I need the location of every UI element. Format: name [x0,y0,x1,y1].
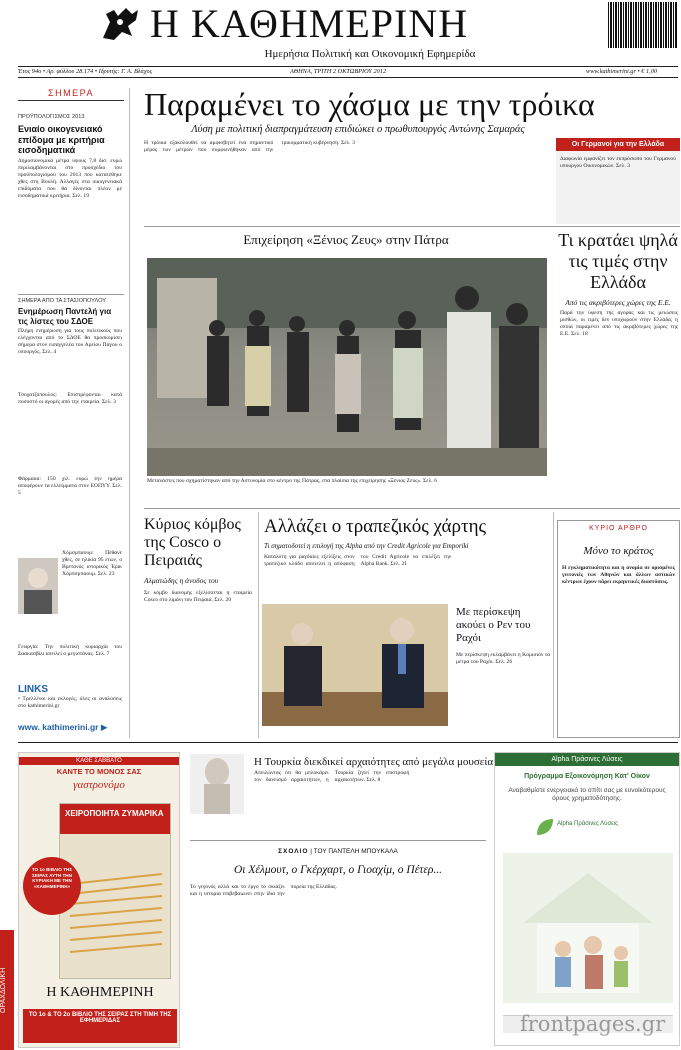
comment-label: ΣΧΟΛΙΟ [278,848,309,855]
banks-text: Καταλύτη για ραγδαίες εξελίξεις στον τραπεζικό κλάδο αποτελεί η απόφαση του Credit Agricole να επιλέξει την Alpha Bank. Σελ. 21 [264,554,452,568]
prices-text: Παρά την ύφεση της αγοράς και τις μειώσεις μισθών, οι τιμές δεν υποχωρούν στην Ελλάδα, η οποία παραμένει από τις ακριβότερες χώρες της Ε.Ε. Σελ. 18 [560,310,678,338]
editorial-text: Η εγκληματικότητα και η ανομία σε ορισμένες γειτονιές των Αθηνών και άλλων αστικών κέντρων έχουν πάρει εκρηκτικές διαστάσεις. [562,565,675,586]
lead-text: Η τρόικα εξακολουθεί να αμφισβητεί ένα σημαντικό μέρος των μέτρων που συμφωνήθηκαν από την τρικομματική κυβέρνηση. Σελ. 3 [144,140,355,154]
comment-separator: | [310,848,314,855]
turkey-text: Απειλώντας ότι θα μπλοκάρει τον δανεισμό αρχαιοτήτων, η Τουρκία ζητεί την επιστροφή αρχαιοτήτων. Σελ. 8 [254,770,410,784]
ad-line: ΚΑΘΕ ΣΑΒΒΑΤΟ [19,757,179,765]
masthead-subtitle: Ημερήσια Πολιτική και Οικονομική Εφημερίδα [264,48,476,60]
alpha-ad[interactable] [494,752,680,1046]
sidebar-story-text: Πλήρη ενημέρωση για τους πολιτικούς που ελέγχονται από το ΣΔΟΕ θα προσκομίσει σήμερα στον εισαγγελέα του Αρείου Πάγου ο υπουργός. Σελ. 4 [18,328,122,356]
prices-title: Τι κρατάει ψηλά τις τιμές στην Ελλάδα [558,230,678,292]
sidebar-item: Τσοχατζόπουλος: Επιστρέφονται κατά ποσοστό οι αγορές από την εταιρεία. Σελ. 3 [18,392,122,406]
comment-text: Το γεγονός αλλά και το έργο το σκιάζει και η ιστορία επιβεβαιώνει στην ίδια την πορεία της Ελλάδας. [190,884,337,898]
comment-author: ΤΟΥ ΠΑΝΤΕΛΗ ΜΠΟΥΚΑΛΑ [313,848,398,855]
issue-info: Έτος 94ο • Αρ. φύλλου 28.174 • Ιδρυτής: Γ. Α. Βλάχος [18,68,153,75]
cosco-subtitle: Αλματώδης η άνοδος του [144,576,219,585]
statue-photo [190,754,244,814]
sidebar-story-text: Δημοσιονομικά μέτρα ύψους 7,8 δισ. ευρώ περιλαμβάνονται στο προσχέδιο του προϋπολογισμού του 2013 που κατατέθηκε χθες στη Βουλή. Αλλαγές στα οικογενειακά επιδόματα που θα δίνονται πλέον με εισοδηματικά κριτήρια. Σελ. 19 [18,158,122,200]
photo-title: Επιχείρηση «Ξένιος Ζευς» στην Πάτρα [243,232,449,247]
ad-footer-text: ΤΟ 1ο & ΤΟ 2ο ΒΙΒΛΙΟ ΤΗΣ ΣΕΙΡΑΣ ΣΤΗ ΤΙΜΗ ΤΗΣ ΕΦΗΜΕΡΙΔΑΣ [23,1009,177,1043]
date-line: ΑΘΗΝΑ, ΤΡΙΤΗ 2 ΟΚΤΩΒΡΙΟΥ 2012 [290,68,387,75]
germans-box-text: Διαφωνία εμφανίζει τον εκπρόσωπο του Γερμανού υπουργού Οικονομικών. Σελ. 3 [560,156,676,170]
sidebar-kicker: ΣΗΜΕΡΑ ΑΠΟ ΤΑ ΣΤΑΣΙΟΠΟΥΛΟΥ [18,298,107,304]
cosco-title: Κύριος κόμβος της Cosco ο Πειραιάς [144,516,241,569]
sidebar [18,88,124,738]
ad-brand: γαστρονόμο [73,779,125,791]
links-text: • Τρελλένοι και εκλογές, όλες οι αναλύσεις στο kathimerini.gr [18,696,122,710]
lead-title: Παραμένει το χάσμα με την τρόικα [144,86,595,122]
site-link[interactable]: www. kathimerini.gr ▶ [18,722,108,732]
alpha-ad-header: Alpha Πράσινες Λύσεις [495,753,679,766]
comment-title: Οι Χέλμουτ, ο Γκέρχαρτ, ο Γιοαχίμ, ο Πέτερ... [233,864,443,876]
sidebar-story-title: Ενιαίο οικογενειακό επίδομα με κριτήρια εισοδηματικά [18,124,105,155]
prices-subtitle: Από τις ακριβότερες χώρες της Ε.Ε. [565,298,671,307]
editorial-title: Μόνο το κράτος [583,545,654,557]
sidebar-kicker: ΠΡΟΫΠΟΛΟΓΙΣΜΟΣ 2013 [18,114,85,120]
photo-caption: Μετανάστες που σχηματίστηκαν από την Αστυνομία στο κέντρο της Πάτρας, στα πλαίσια της επιχείρησης «Ξένιος Ζευς». Σελ. 6 [147,478,437,484]
lead-subtitle: Λύση με πολιτική διαπραγμάτευση επιδιώκει ο πρωθυπουργός Αντώνης Σαμαράς [191,124,525,135]
alpha-ad-logo: Alpha Πράσινες Λύσεις [557,821,619,827]
germans-box [556,138,680,224]
sidebar-header: ΣΗΜΕΡΑ [18,88,124,101]
site-price: www.kathimerini.gr • € 1,00 [586,68,658,75]
ad-side-label: ΟΡΑΧΔΟΛΙΚΗ [0,930,14,1050]
sidebar-item: Γεωργία: Την πολιτική κυριαρχία του Σαακασβίλι απειλεί ο μεγιστάνας. Σελ. 7 [18,644,122,658]
banks-sub-title: Με περίσκεψη ακούει ο Ρεν του Ραχόι [456,606,531,644]
sidebar-item: Φάρμακα: 150 χιλ. ευρώ την ημέρα αποφέρουν τα ελλείμματα στον ΕΟΠΥΥ. Σελ. 5 [18,476,122,497]
germans-box-title: Οι Γερμανοί για την Ελλάδα [556,138,680,151]
portrait-photo [18,558,58,614]
editorial-kicker: ΚΥΡΙΟ ΑΡΘΡΟ [589,525,648,532]
gastronomos-ad[interactable] [18,752,180,1048]
turkey-title: Η Τουρκία διεκδικεί αρχαιότητες από μεγάλα μουσεία [254,756,494,768]
sidebar-item: Χόμσμπαουμ: Πέθανε χθες, σε ηλικία 95 ετών, ο Βρετανός ιστορικός Έρικ Χόμπσμπαουμ. Σελ. 23 [62,550,122,578]
ad-badge: ΤΟ 1ο ΒΙΒΛΙΟ ΤΗΣ ΣΕΙΡΑΣ ΑΥΤΗ ΤΗΝ ΚΥΡΙΑΚΗ ΜΕ ΤΗΝ «ΚΑΘΗΜΕΡΙΝΗ» [23,857,81,915]
banks-sub-text: Με περίσκεψη εκλαμβάνει η Κομισιόν τα μέτρα του Ραχόι. Σελ. 26 [456,652,550,666]
alpha-ad-line: Πρόγραμμα Εξοικονόμηση Κατ' Οίκον [524,773,650,780]
family-photo [503,853,673,1003]
cosco-text: Σε κόμβο διανομής εξελίσσεται η εταιρεία Cosco στο λιμάνι του Πειραιά. Σελ. 20 [144,590,252,604]
barcode-icon [608,2,678,48]
banks-subtitle: Τι σηματοδοτεί η επιλογή της Alpha από την Credit Agricole για Emporiki [264,542,469,550]
alpha-ad-line: Αναβαθμίστε ενεργειακά το σπίτι σας με ευνοϊκότερους όρους χρηματοδότησης. [508,787,666,802]
ad-line: ΚΑΝΤΕ ΤΟ ΜΟΝΟΣ ΣΑΣ [56,767,142,776]
banks-title: Αλλάζει ο τραπεζικός χάρτης [264,516,487,537]
links-title: LINKS [18,684,48,695]
ad-footer-logo: Η ΚΑΘΗΜΕΡΙΝΗ [46,985,154,1000]
comment-kicker [190,848,486,855]
ad-book-title: ΧΕΙΡΟΠΟΙΗΤΑ ΖΥΜΑΡΙΚΑ [65,809,164,818]
rajoy-photo [262,604,448,726]
leaf-icon [535,817,555,837]
sidebar-story-title: Ενημέρωση Παντελή για τις λίστες του ΣΔΟΕ [18,307,112,326]
watermark: frontpages.gr [520,1012,666,1036]
masthead-title: Η ΚΑΘΗΜΕΡΙΝΗ [150,1,469,46]
migrants-photo [147,258,547,476]
editorial-box [557,520,680,738]
masthead-logo-icon [98,4,144,44]
